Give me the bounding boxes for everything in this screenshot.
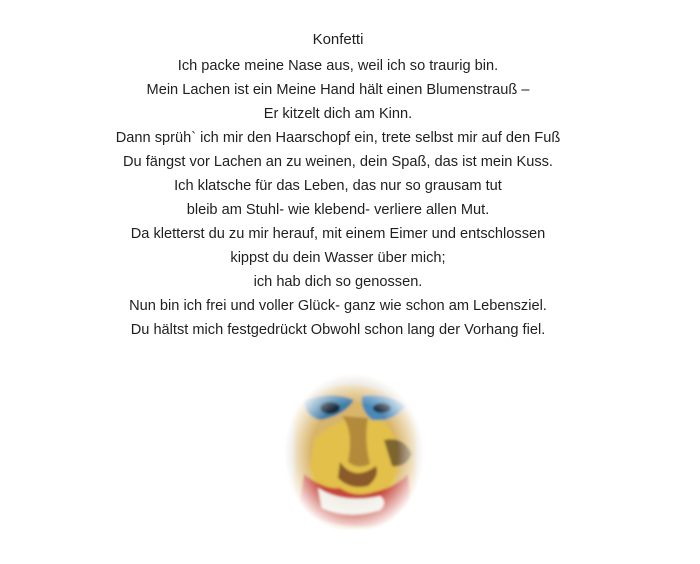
- poem-line: Ich klatsche für das Leben, das nur so grausam tut: [174, 178, 502, 194]
- poem-line: Du hältst mich festgedrückt Obwohl schon lang der Vorhang fiel.: [130, 322, 546, 338]
- poem-line: Mein Lachen ist ein Meine Hand hält einen Blumenstrauß –: [146, 82, 530, 98]
- clown-face-illustration: [284, 370, 424, 530]
- poem-line: Nun bin ich frei und voller Glück- ganz wie schon am Lebensziel.: [129, 298, 547, 314]
- poem-line: Er kitzelt dich am Kinn.: [263, 106, 413, 122]
- clown-face-image: [284, 370, 424, 530]
- poem: [0, 30, 676, 342]
- poem-line: Dann sprüh` ich mir den Haarschopf ein, trete selbst mir auf den Fuß: [115, 130, 561, 146]
- poem-lines: [0, 54, 676, 342]
- poem-line: Du fängst vor Lachen an zu weinen, dein Spaß, das ist mein Kuss.: [123, 154, 553, 170]
- poem-line: kippst du dein Wasser über mich;: [230, 250, 446, 266]
- poem-line: ich hab dich so genossen.: [253, 274, 423, 290]
- poem-line: bleib am Stuhl- wie klebend- verliere allen Mut.: [186, 202, 490, 218]
- poem-line: Da kletterst du zu mir herauf, mit einem Eimer und entschlossen: [130, 226, 546, 242]
- poem-title: Konfetti: [312, 31, 364, 48]
- poem-line: Ich packe meine Nase aus, weil ich so traurig bin.: [177, 58, 499, 74]
